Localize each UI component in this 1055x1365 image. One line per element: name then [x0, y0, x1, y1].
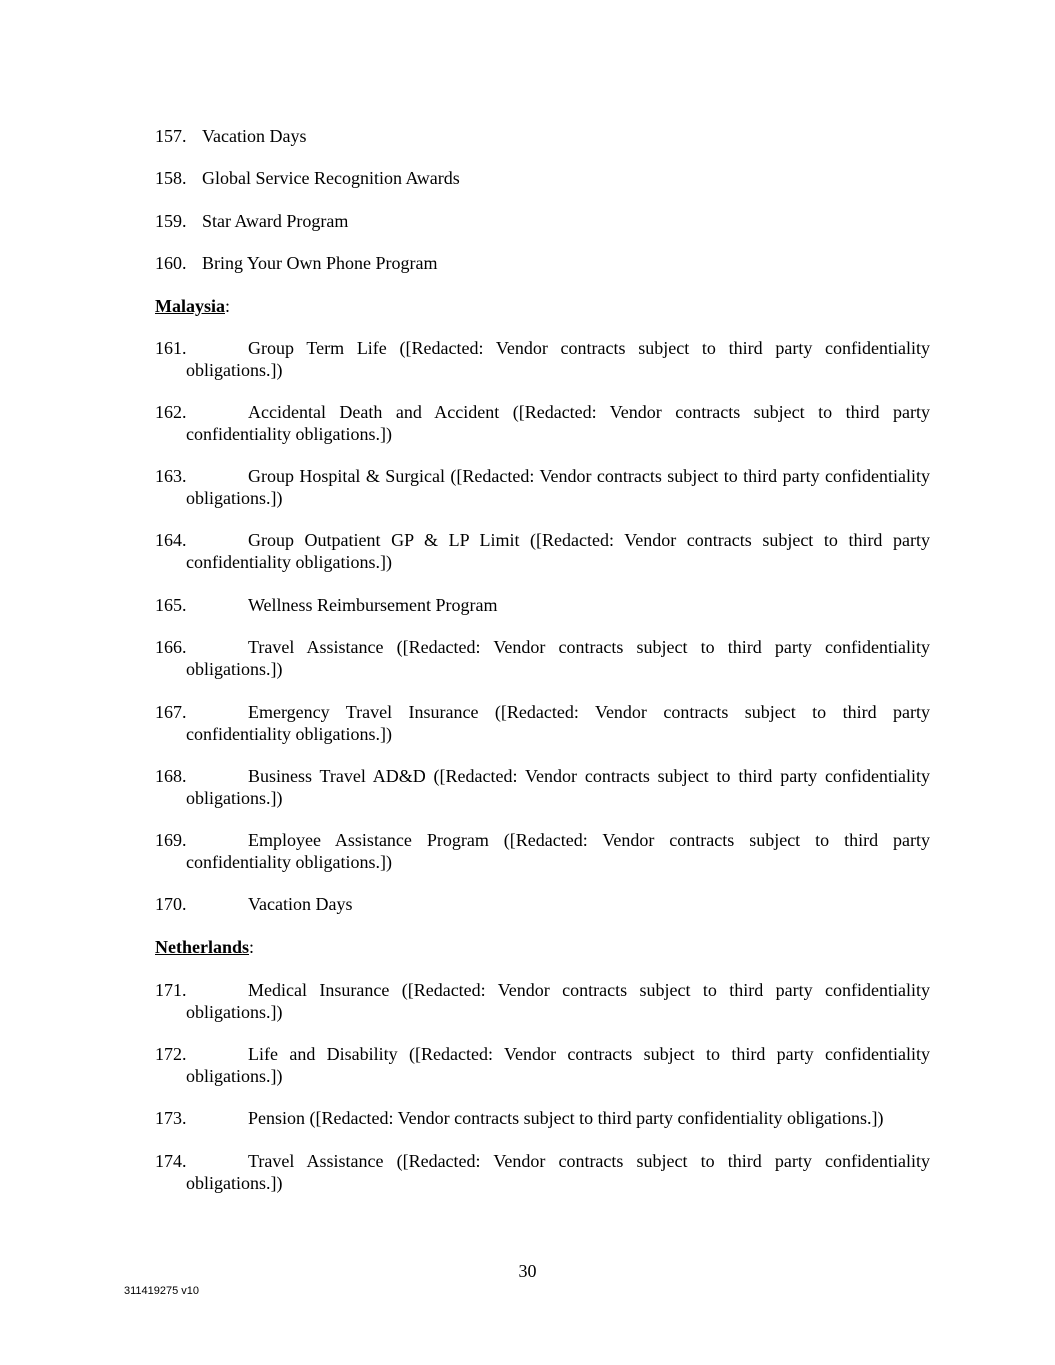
item-text: Accidental Death and Accident ([Redacted: Vendor contracts subject to third party confidentiality obligations.])	[186, 402, 930, 444]
item-number: 172.	[155, 1044, 187, 1064]
item-text: Travel Assistance ([Redacted: Vendor contracts subject to third party confidentiality obligations.])	[186, 637, 930, 679]
list-item-159	[155, 210, 930, 232]
item-text: Global Service Recognition Awards	[202, 168, 460, 188]
list-item-166	[155, 636, 930, 680]
list-item-162	[155, 401, 930, 445]
list-item-170	[155, 893, 930, 915]
list-item-158	[155, 167, 930, 189]
list-item-173	[155, 1107, 930, 1129]
item-number: 159.	[155, 211, 187, 231]
item-text: Star Award Program	[202, 211, 349, 231]
item-text: Business Travel AD&D ([Redacted: Vendor contracts subject to third party confidentiality obligations.])	[186, 766, 930, 808]
item-number: 167.	[155, 702, 187, 722]
item-number: 166.	[155, 637, 187, 657]
item-text: Vacation Days	[248, 894, 353, 914]
item-number: 171.	[155, 980, 187, 1000]
heading-colon: :	[249, 937, 255, 957]
item-number: 163.	[155, 466, 187, 486]
item-text: Employee Assistance Program ([Redacted: Vendor contracts subject to third party confidentiality obligations.])	[186, 830, 930, 872]
list-item-168	[155, 765, 930, 809]
item-text: Emergency Travel Insurance ([Redacted: Vendor contracts subject to third party confidentiality obligations.])	[186, 702, 930, 744]
item-number: 162.	[155, 402, 187, 422]
heading-text: Netherlands	[155, 937, 249, 957]
item-number: 174.	[155, 1151, 187, 1171]
list-item-172	[155, 1043, 930, 1087]
item-text: Group Outpatient GP & LP Limit ([Redacted: Vendor contracts subject to third party confidentiality obligations.])	[186, 530, 930, 572]
section-heading-malaysia	[155, 295, 230, 317]
item-number: 165.	[155, 595, 187, 615]
list-item-167	[155, 701, 930, 745]
list-item-161	[155, 337, 930, 381]
item-number: 157.	[155, 126, 187, 146]
section-heading-netherlands	[155, 936, 254, 958]
item-number: 170.	[155, 894, 187, 914]
item-text: Group Hospital & Surgical ([Redacted: Vendor contracts subject to third party confidentiality obligations.])	[186, 466, 930, 508]
list-item-160	[155, 252, 930, 274]
list-item-157	[155, 125, 930, 147]
item-text: Group Term Life ([Redacted: Vendor contracts subject to third party confidentiality obligations.])	[186, 338, 930, 380]
item-number: 164.	[155, 530, 187, 550]
item-number: 160.	[155, 253, 187, 273]
list-item-169	[155, 829, 930, 873]
heading-colon: :	[225, 296, 231, 316]
list-item-174	[155, 1150, 930, 1194]
item-number: 158.	[155, 168, 187, 188]
item-number: 161.	[155, 338, 187, 358]
item-text: Pension ([Redacted: Vendor contracts subject to third party confidentiality obligations.])	[248, 1108, 884, 1128]
item-number: 168.	[155, 766, 187, 786]
item-text: Medical Insurance ([Redacted: Vendor contracts subject to third party confidentiality obligations.])	[186, 980, 930, 1022]
heading-text: Malaysia	[155, 296, 225, 316]
list-item-163	[155, 465, 930, 509]
item-text: Travel Assistance ([Redacted: Vendor contracts subject to third party confidentiality obligations.])	[186, 1151, 930, 1193]
page-number: 30	[518, 1261, 537, 1281]
item-text: Bring Your Own Phone Program	[202, 253, 438, 273]
item-number: 169.	[155, 830, 187, 850]
item-text: Life and Disability ([Redacted: Vendor contracts subject to third party confidentiality obligations.])	[186, 1044, 930, 1086]
list-item-165	[155, 594, 930, 616]
item-text: Wellness Reimbursement Program	[248, 595, 498, 615]
item-text: Vacation Days	[202, 126, 307, 146]
list-item-171	[155, 979, 930, 1023]
list-item-164	[155, 529, 930, 573]
document-id: 311419275 v10	[124, 1285, 200, 1297]
item-number: 173.	[155, 1108, 187, 1128]
